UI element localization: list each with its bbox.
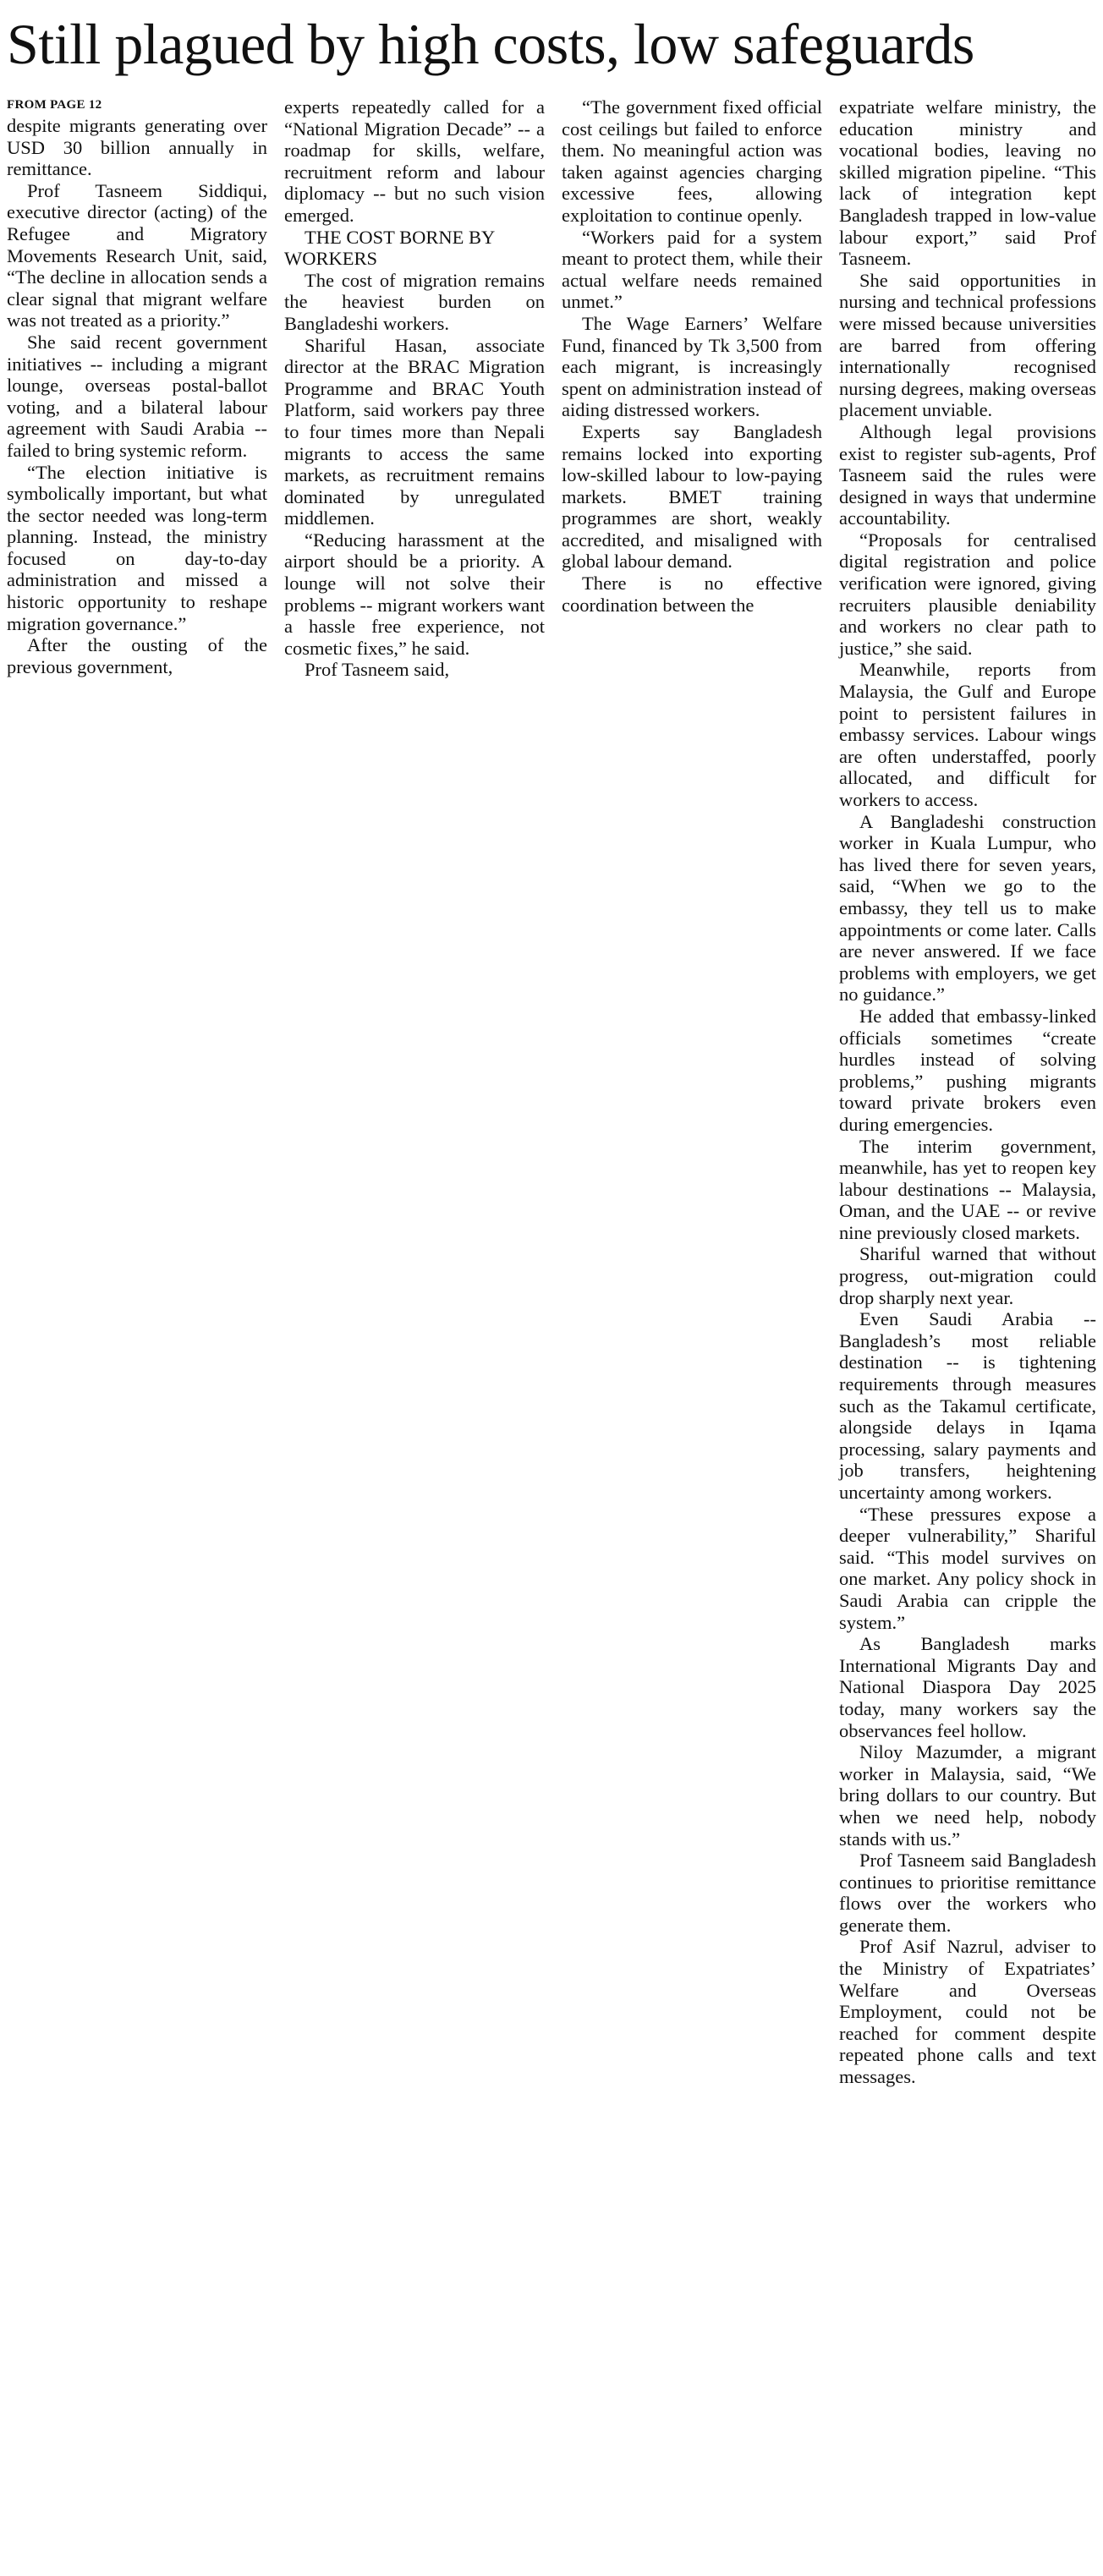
paragraph: “Workers paid for a system meant to protect them, while their actual welfare needs remained unmet.” (562, 226, 822, 313)
paragraph: “Proposals for centralised digital registration and police verification were ignored, giving recruiters plausible deniability and workers no clear path to justice,” she said. (839, 529, 1096, 659)
paragraph: Prof Tasneem Siddiqui, executive director (acting) of the Refugee and Migratory Movements Research Unit, said, “The decline in allocation sends a clear signal that migrant welfare was not treated as a priority.” (7, 179, 267, 332)
paragraph: Prof Asif Nazrul, adviser to the Ministry of Expatriates’ Welfare and Overseas Employment, could not be reached for comment despite repeated phone calls and text messages. (839, 1936, 1096, 2088)
paragraph: Niloy Mazumder, a migrant worker in Malaysia, said, “We bring dollars to our country. But when we need help, nobody stands with us.” (839, 1741, 1096, 1850)
column-3 (562, 96, 822, 616)
paragraph: Prof Tasneem said Bangladesh continues to prioritise remittance flows over the workers who generate them. (839, 1850, 1096, 1936)
paragraph: despite migrants generating over USD 30 billion annually in remittance. (7, 115, 267, 180)
paragraph: Experts say Bangladesh remains locked into exporting low-skilled labour to low-paying markets. BMET training programmes are short, weakly accredited, and misaligned with global labour demand. (562, 420, 822, 573)
paragraph: The interim government, meanwhile, has yet to reopen key labour destinations -- Malaysia, Oman, and the UAE -- or revive nine previously closed markets. (839, 1135, 1096, 1243)
paragraph: expatriate welfare ministry, the education ministry and vocational bodies, leaving no skilled migration pipeline. “This lack of integration kept Bangladesh trapped in low-value labour export,” said Prof Tasneem. (839, 96, 1096, 270)
headline: Still plagued by high costs, low safeguards (7, 12, 974, 76)
article-body (7, 96, 1096, 2571)
subhead: THE COST BORNE BY WORKERS (284, 226, 495, 270)
paragraph: Meanwhile, reports from Malaysia, the Gulf and Europe point to persistent failures in embassy services. Labour wings are often understaffed, poorly allocated, and difficult for workers to access. (839, 659, 1096, 810)
paragraph: The Wage Earners’ Welfare Fund, financed by Tk 3,500 from each migrant, is increasingly spent on administration instead of aiding distressed workers. (562, 312, 822, 421)
paragraph: As Bangladesh marks International Migrants Day and National Diaspora Day 2025 today, many workers say the observances feel hollow. (839, 1633, 1096, 1741)
paragraph: A Bangladeshi construction worker in Kuala Lumpur, who has lived there for seven years, said, “When we go to the embassy, they tell us to make appointments or come later. Calls are never answered. If we face problems with employers, we get no guidance.” (839, 810, 1096, 1006)
paragraph: He added that embassy-linked officials sometimes “create hurdles instead of solving problems,” pushing migrants toward private brokers even during emergencies. (839, 1005, 1096, 1135)
paragraph: experts repeatedly called for a “National Migration Decade” -- a roadmap for skills, welfare, recruitment reform and labour diplomacy -- but no such vision emerged. (284, 96, 545, 226)
paragraph: “These pressures expose a deeper vulnerability,” Shariful said. “This model survives on one market. Any policy shock in Saudi Arabia can cripple the system.” (839, 1503, 1096, 1633)
paragraph: There is no effective coordination between the (562, 573, 822, 616)
paragraph: She said opportunities in nursing and technical professions were missed because universities are barred from offering internationally recognised nursing degrees, making overseas placement unviable. (839, 269, 1096, 421)
paragraph: Prof Tasneem said, (305, 659, 450, 681)
paragraph: “The government fixed official cost ceilings but failed to enforce them. No meaningful action was taken against agencies charging excessive fees, allowing exploitation to continue openly. (562, 96, 822, 226)
paragraph: “Reducing harassment at the airport should be a priority. A lounge will not solve their problems -- migrant workers want a hassle free experience, not cosmetic fixes,” he said. (284, 529, 545, 659)
paragraph: Shariful Hasan, associate director at the BRAC Migration Programme and BRAC Youth Platform, said workers pay three to four times more than Nepali migrants to access the same markets, as recruitment remains dominated by unregulated middlemen. (284, 334, 545, 529)
column-4 (839, 96, 1096, 2088)
paragraph: “The election initiative is symbolically important, but what the sector needed was long-term planning. Instead, the ministry focused on day-to-day administration and missed a historic opportunity to reshape migration governance.” (7, 461, 267, 634)
paragraph: After the ousting of the previous government, (7, 634, 267, 677)
column-2 (284, 96, 545, 681)
paragraph: She said recent government initiatives -- including a migrant lounge, overseas postal-ballot voting, and a bilateral labour agreement with Saudi Arabia -- failed to bring systemic reform. (7, 331, 267, 461)
paragraph: Although legal provisions exist to register sub-agents, Prof Tasneem said the rules were designed in ways that undermine accountability. (839, 420, 1096, 529)
column-1 (7, 96, 267, 677)
jumpline: FROM PAGE 12 (7, 98, 102, 112)
paragraph: The cost of migration remains the heaviest burden on Bangladeshi workers. (284, 269, 545, 334)
paragraph: Shariful warned that without progress, out-migration could drop sharply next year. (839, 1243, 1096, 1308)
paragraph: Even Saudi Arabia -- Bangladesh’s most reliable destination -- is tightening requirements through measures such as the Takamul certificate, alongside delays in Iqama processing, salary payments and job transfers, heightening uncertainty among workers. (839, 1308, 1096, 1503)
